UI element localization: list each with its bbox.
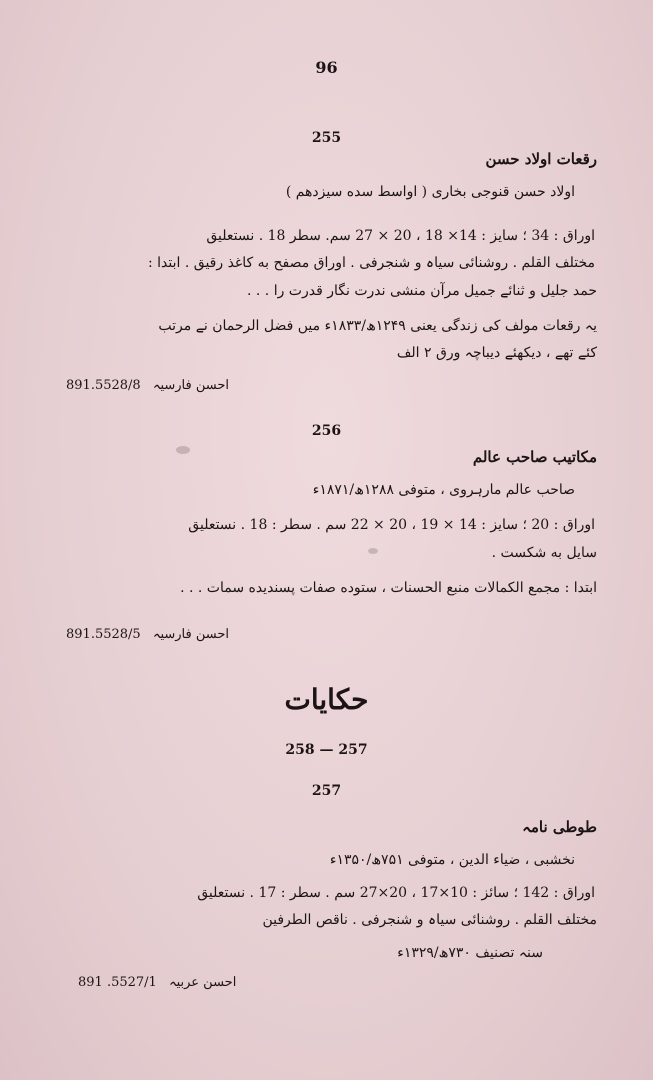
paper-smudge xyxy=(176,446,190,454)
section-heading: حکایات xyxy=(284,683,369,716)
call-label: احسن عربیہ xyxy=(168,975,237,990)
entry-line-255-3: حمد جلیل و ثنائے جمیل مرآن منشی ندرت نگار قدرت را . . . xyxy=(247,283,597,299)
page-number: 96 xyxy=(315,58,338,77)
entry-line-256-2: سایل به شکست . xyxy=(491,545,597,561)
section-range: 258 — 257 xyxy=(285,742,368,758)
entry-title-256: مکاتیب صاحب عالم xyxy=(472,448,597,466)
call-label: احسن فارسیہ xyxy=(152,378,229,393)
entry-line-255-1: اوراق : 34 ؛ سایز : 14× 18 ، 20 × 27 سم. سطر 18 . نستعلیق xyxy=(206,228,595,244)
call-number-255 xyxy=(66,378,229,393)
call-number-257 xyxy=(78,975,236,990)
entry-line-255-5: کئے تھے ، دیکھئے دیباچہ ورق ۲ الف xyxy=(396,345,597,361)
entry-line-256-3: ابتدا : مجمع الکمالات منبع الحسنات ، ستوده صفات پسندیده سمات . . . xyxy=(180,580,597,596)
call-number-value: 891.5528/5 xyxy=(66,627,141,642)
entry-line-255-4: یہ رقعات مولف کی زندگی یعنی ۱۲۴۹ھ/۱۸۳۳ء میں فضل الرحمان نے مرتب xyxy=(158,318,597,334)
entry-line-257-3: سنہ تصنیف ۷۳۰ھ/۱۳۲۹ء xyxy=(397,945,543,961)
entry-line-255-2: مختلف القلم . روشنائی سیاہ و شنجرفی . اوراق مصفح به کاغذ رقیق . ابتدا : xyxy=(148,255,595,271)
entry-number-257: 257 xyxy=(311,783,342,799)
call-number-value: 891 .5527/1 xyxy=(78,975,157,990)
entry-line-257-1: اوراق : 142 ؛ سائز : 10×17 ، 20×27 سم . سطر : 17 . نستعلیق xyxy=(197,885,595,901)
entry-line-256-1: اوراق : 20 ؛ سایز : 14 × 19 ، 20 × 22 سم . سطر : 18 . نستعلیق xyxy=(188,517,595,533)
call-label: احسن فارسیہ xyxy=(152,627,229,642)
entry-title-255: رقعات اولاد حسن xyxy=(485,150,597,168)
entry-author-256: صاحب عالم مارہروی ، متوفی ۱۲۸۸ھ/۱۸۷۱ء xyxy=(312,482,575,498)
entry-number-255: 255 xyxy=(311,130,342,146)
call-number-value: 891.5528/8 xyxy=(66,378,141,393)
entry-author-255: اولاد حسن قنوجی بخاری ( اواسط سده سیزدهم ) xyxy=(285,184,575,200)
entry-author-257: نخشبی ، ضیاء الدین ، متوفی ۷۵۱ھ/۱۳۵۰ء xyxy=(329,852,575,868)
entry-line-257-2: مختلف القلم . روشنائی سیاہ و شنجرفی . ناقص الطرفین xyxy=(262,912,597,928)
entry-number-256: 256 xyxy=(311,423,342,439)
call-number-256 xyxy=(66,627,229,642)
entry-title-257: طوطی نامہ xyxy=(522,818,597,836)
paper-smudge xyxy=(368,548,378,554)
